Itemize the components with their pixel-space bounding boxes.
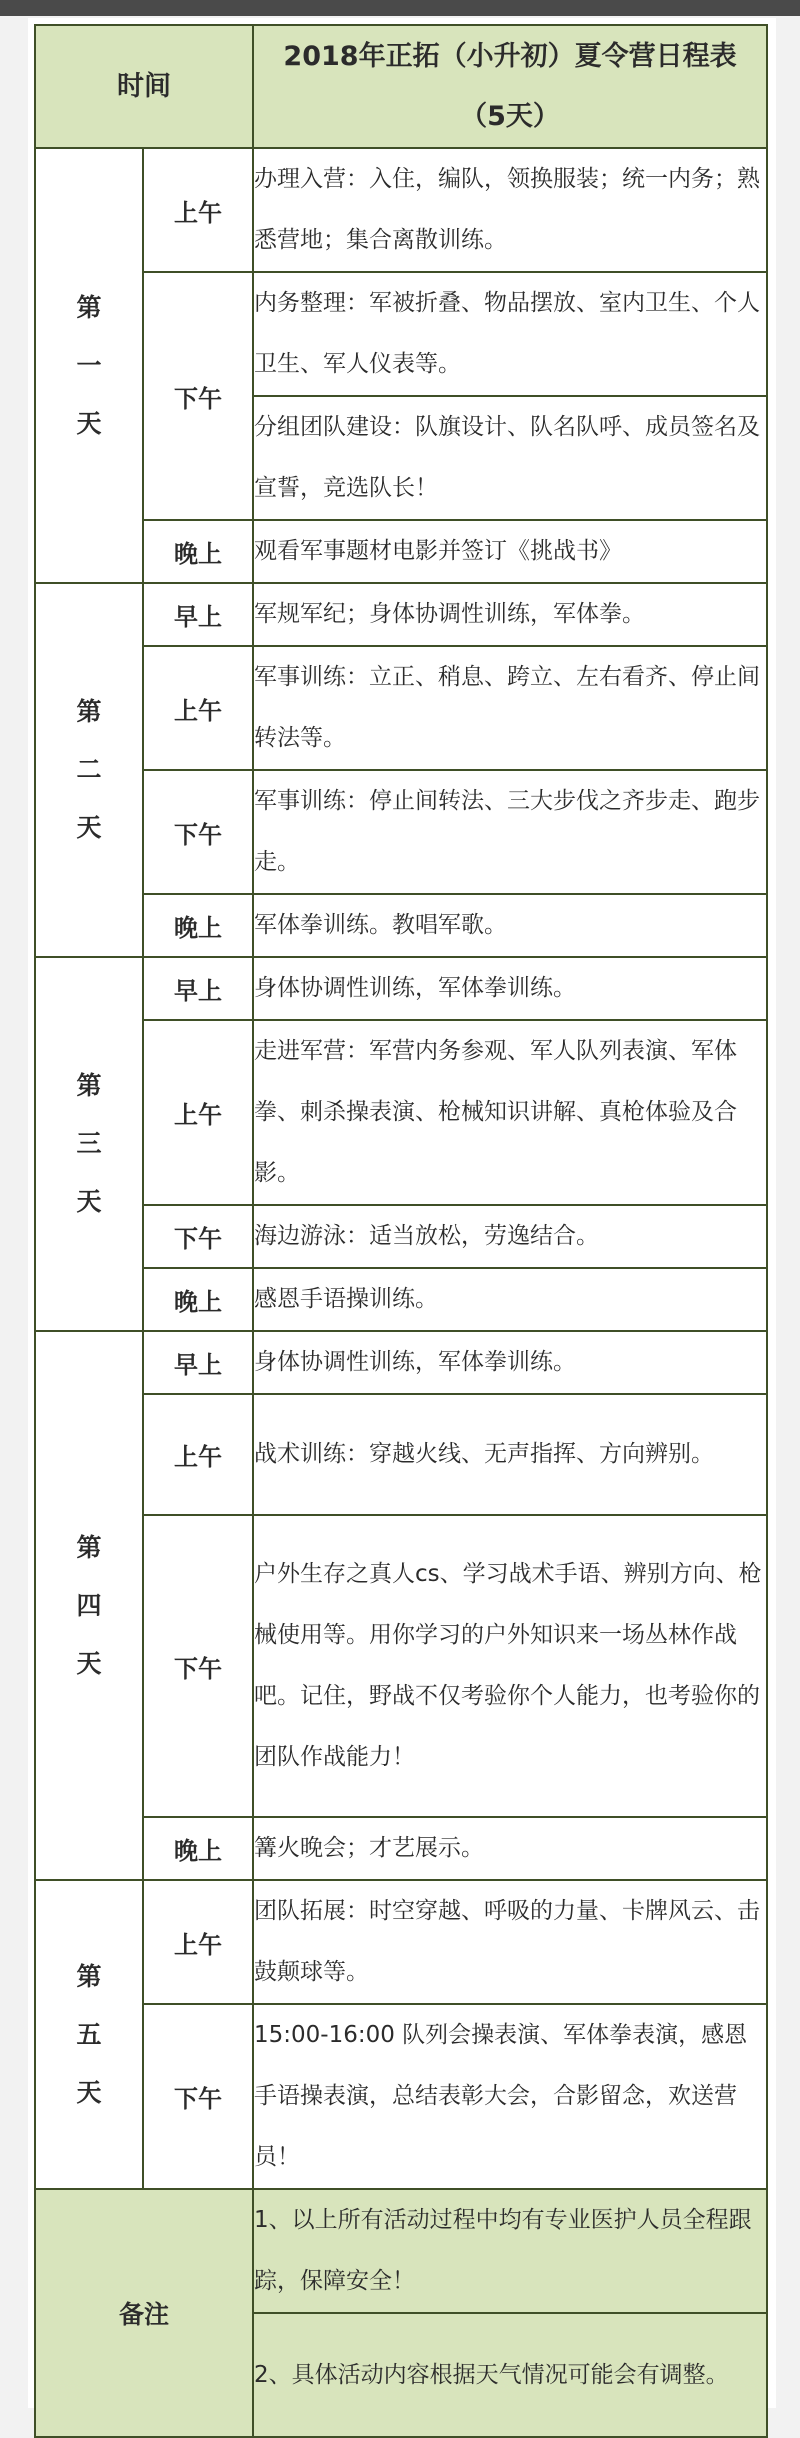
activity-cell: 办理入营：入住，编队，领换服装；统一内务；熟悉营地；集合离散训练。 bbox=[253, 148, 767, 272]
period-label: 早上 bbox=[143, 1331, 253, 1394]
period-label: 下午 bbox=[143, 770, 253, 894]
activity-cell: 军事训练：停止间转法、三大步伐之齐步走、跑步走。 bbox=[253, 770, 767, 894]
period-label: 晚上 bbox=[143, 520, 253, 583]
activity-cell: 军规军纪；身体协调性训练，军体拳。 bbox=[253, 583, 767, 646]
day-label: 第三天 bbox=[35, 957, 143, 1331]
day-label: 第五天 bbox=[35, 1880, 143, 2189]
period-label: 早上 bbox=[143, 583, 253, 646]
period-label: 晚上 bbox=[143, 894, 253, 957]
day-label: 第四天 bbox=[35, 1331, 143, 1880]
activity-cell: 海边游泳：适当放松，劳逸结合。 bbox=[253, 1205, 767, 1268]
activity-cell: 走进军营：军营内务参观、军人队列表演、军体拳、刺杀操表演、枪械知识讲解、真枪体验及合影。 bbox=[253, 1020, 767, 1205]
period-label: 晚上 bbox=[143, 1268, 253, 1331]
period-label: 下午 bbox=[143, 1515, 253, 1817]
period-label: 上午 bbox=[143, 148, 253, 272]
schedule-title: 2018年正拓（小升初）夏令营日程表（5天） bbox=[253, 25, 767, 148]
activity-cell: 观看军事题材电影并签订《挑战书》 bbox=[253, 520, 767, 583]
remark-item: 1、以上所有活动过程中均有专业医护人员全程跟踪，保障安全！ bbox=[253, 2189, 767, 2313]
day-label: 第一天 bbox=[35, 148, 143, 583]
period-label: 早上 bbox=[143, 957, 253, 1020]
period-label: 下午 bbox=[143, 272, 253, 520]
period-label: 上午 bbox=[143, 646, 253, 770]
activity-cell: 军事训练：立正、稍息、跨立、左右看齐、停止间转法等。 bbox=[253, 646, 767, 770]
time-column-header: 时间 bbox=[35, 25, 253, 148]
activity-cell: 内务整理：军被折叠、物品摆放、室内卫生、个人卫生、军人仪表等。 bbox=[253, 272, 767, 396]
activity-cell: 军体拳训练。教唱军歌。 bbox=[253, 894, 767, 957]
activity-cell: 15:00-16:00 队列会操表演、军体拳表演，感恩手语操表演，总结表彰大会，合影留念，欢送营员！ bbox=[253, 2004, 767, 2189]
period-label: 上午 bbox=[143, 1880, 253, 2004]
activity-cell: 户外生存之真人cs、学习战术手语、辨别方向、枪械使用等。用你学习的户外知识来一场丛林作战吧。记住，野战不仅考验你个人能力，也考验你的团队作战能力！ bbox=[253, 1515, 767, 1817]
activity-cell: 篝火晚会；才艺展示。 bbox=[253, 1817, 767, 1880]
activity-cell: 战术训练：穿越火线、无声指挥、方向辨别。 bbox=[253, 1394, 767, 1515]
schedule-table bbox=[34, 24, 768, 2438]
remark-item: 2、具体活动内容根据天气情况可能会有调整。 bbox=[253, 2313, 767, 2437]
period-label: 下午 bbox=[143, 1205, 253, 1268]
period-label: 晚上 bbox=[143, 1817, 253, 1880]
activity-cell: 团队拓展：时空穿越、呼吸的力量、卡牌风云、击鼓颠球等。 bbox=[253, 1880, 767, 2004]
period-label: 上午 bbox=[143, 1394, 253, 1515]
activity-cell: 分组团队建设：队旗设计、队名队呼、成员签名及宣誓，竞选队长！ bbox=[253, 396, 767, 520]
period-label: 下午 bbox=[143, 2004, 253, 2189]
day-label: 第二天 bbox=[35, 583, 143, 957]
period-label: 上午 bbox=[143, 1020, 253, 1205]
activity-cell: 身体协调性训练，军体拳训练。 bbox=[253, 957, 767, 1020]
remarks-label: 备注 bbox=[35, 2189, 253, 2437]
activity-cell: 身体协调性训练，军体拳训练。 bbox=[253, 1331, 767, 1394]
activity-cell: 感恩手语操训练。 bbox=[253, 1268, 767, 1331]
window-top-bar bbox=[0, 0, 800, 16]
